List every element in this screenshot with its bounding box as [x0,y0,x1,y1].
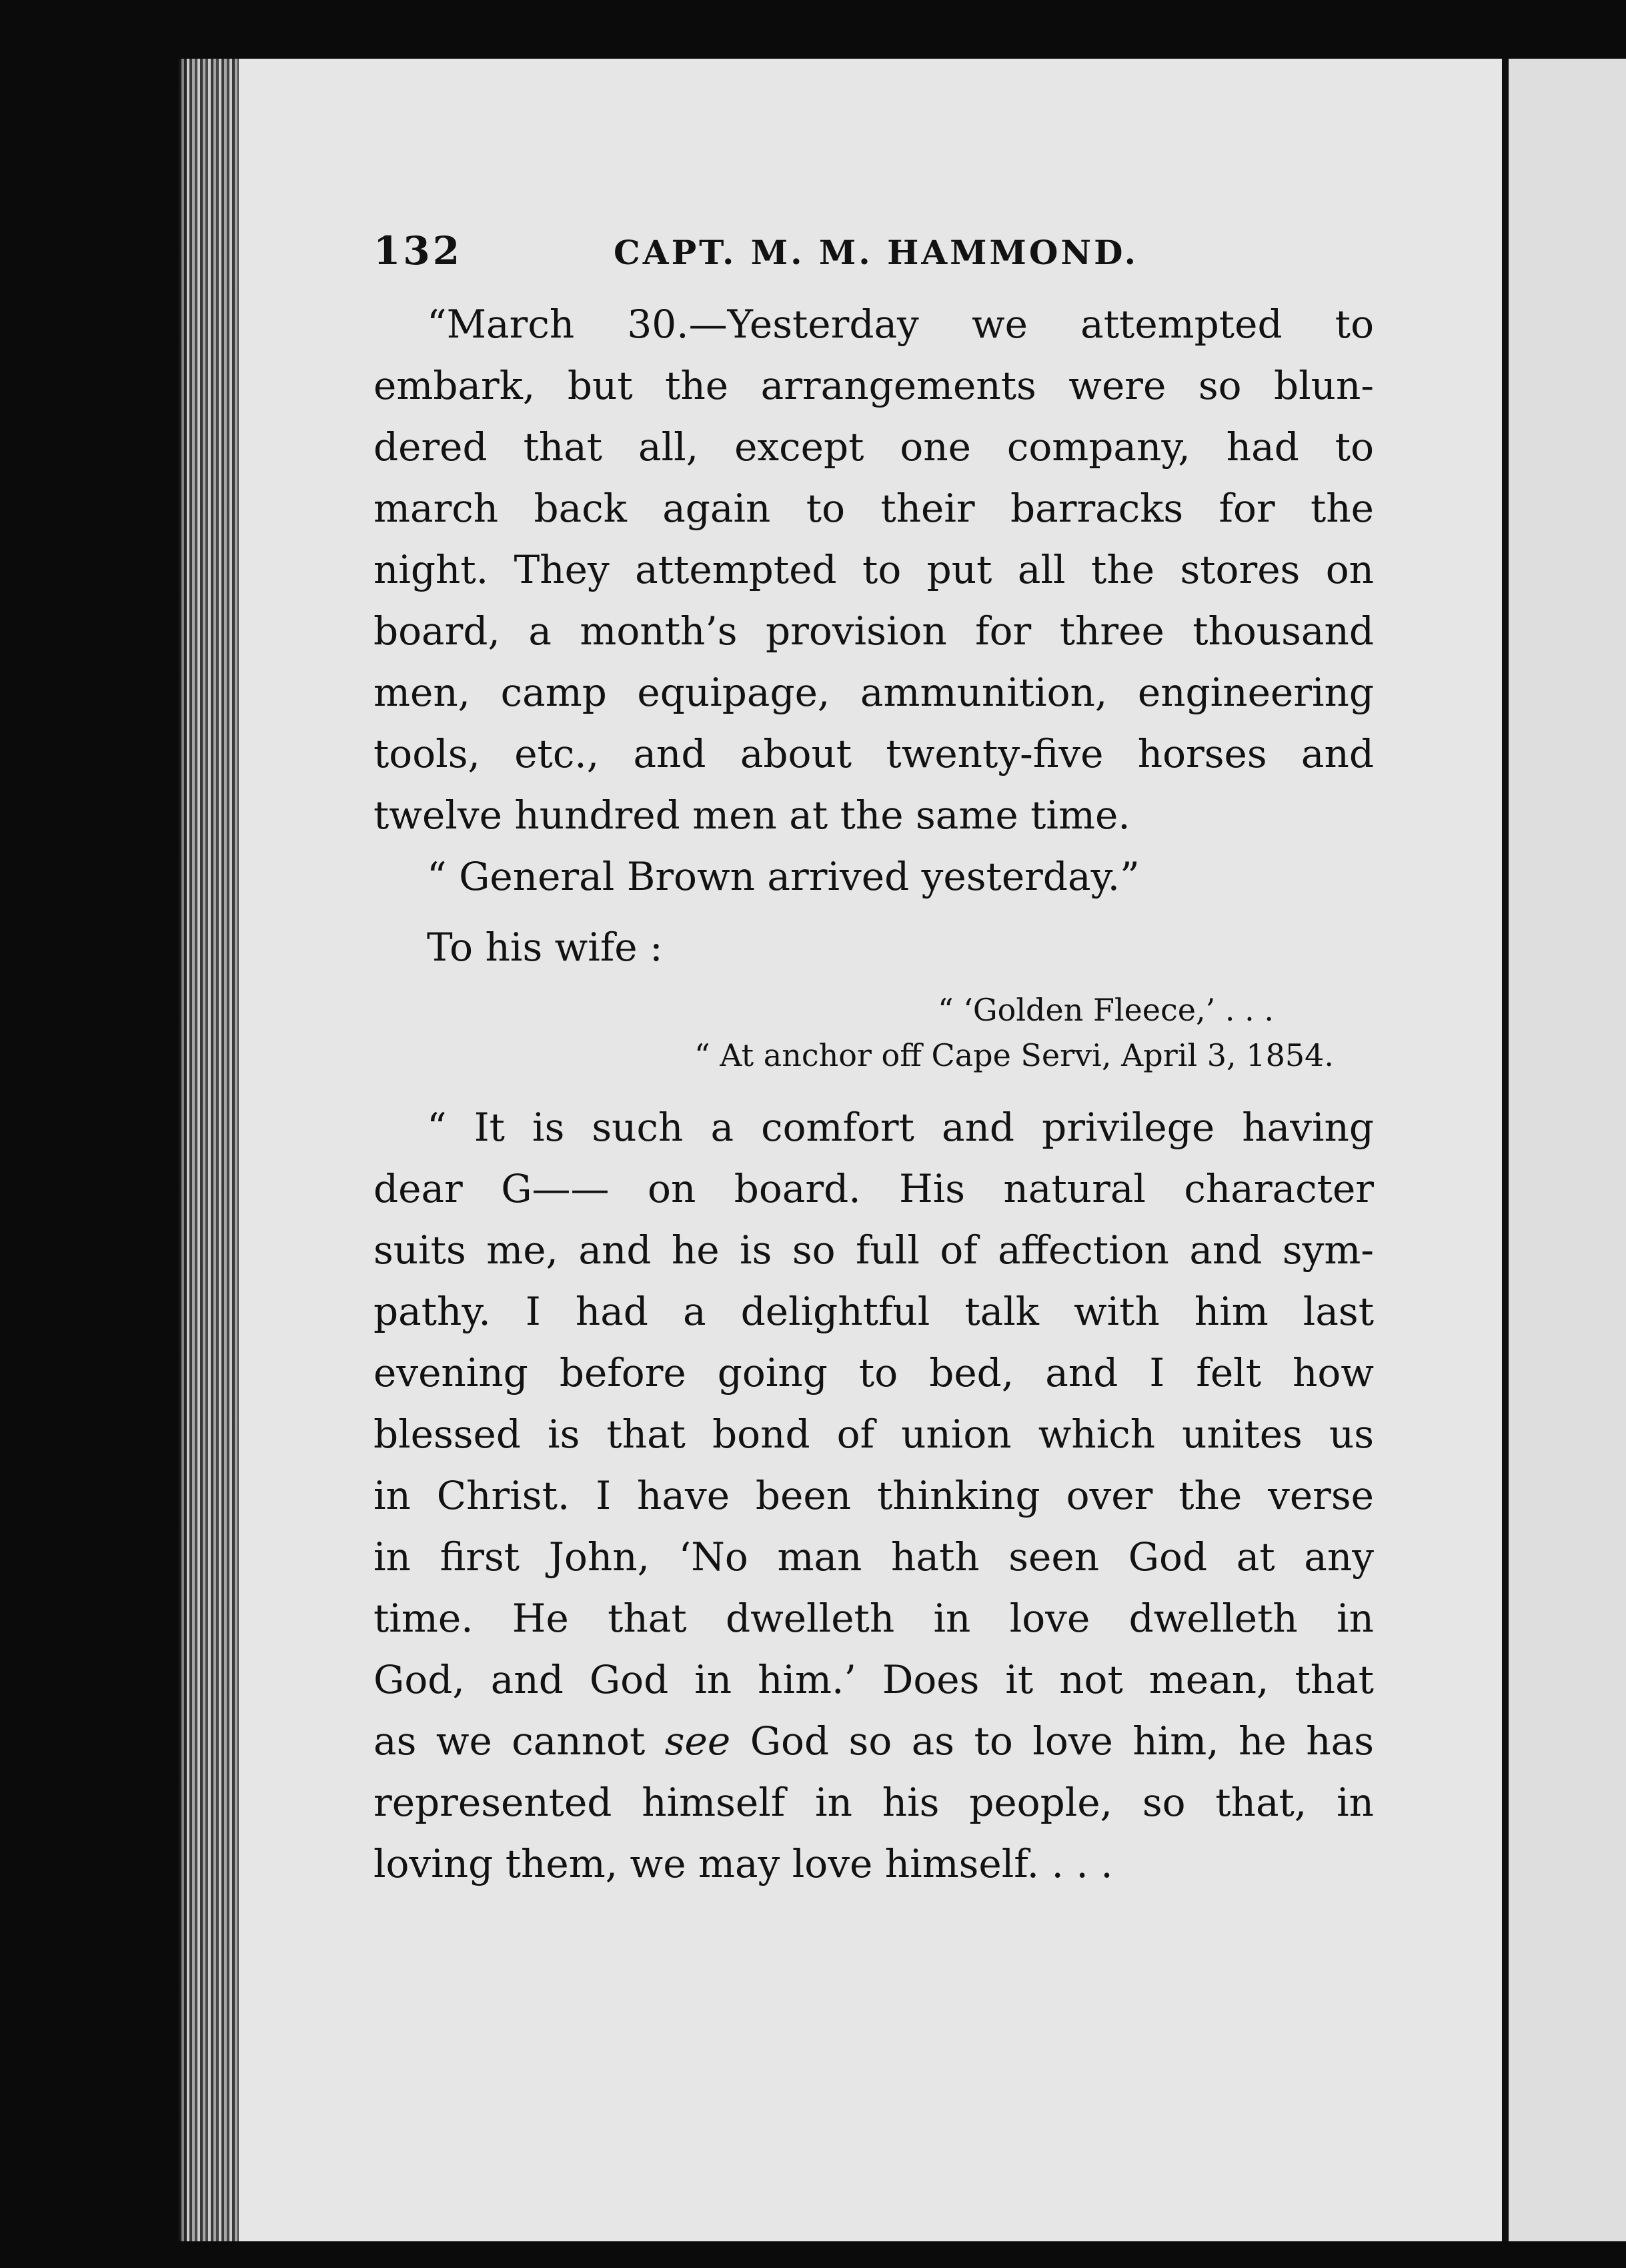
page-text [373,220,1374,1894]
book-page-right [1509,59,1626,2241]
text-line: time. He that dwelleth in love dwelleth in [373,1596,1374,1641]
diary-entry-general-brown [373,846,1374,907]
page-gutter [1502,59,1509,2241]
page-number: 132 [373,228,463,273]
letter-dateline-ship: “ ‘Golden Fleece,’ . . . [938,992,1274,1028]
text-line: night. They attempted to put all the stores on [373,547,1374,592]
running-head [373,220,1374,294]
text-line: God, and God in him.’ Does it not mean, that [373,1657,1374,1702]
text-line: blessed is that bond of union which unites us [373,1411,1374,1457]
text-line: suits me, and he is so full of affection and sym- [373,1227,1374,1273]
text-line: evening before going to bed, and I felt how [373,1350,1374,1395]
text-line: march back again to their barracks for the [373,486,1374,531]
text-line: dered that all, except one company, had to [373,424,1374,470]
text-line: in first John, ‘No man hath seen God at any [373,1534,1374,1580]
text-line-emphasis [373,1710,1374,1772]
text-line: loving them, we may love himself. . . . [373,1841,1113,1886]
text-line: “ General Brown arrived yesterday.” [427,854,1140,899]
letter-body [373,1097,1374,1894]
text-line: “ It is such a comfort and privilege having [427,1105,1374,1150]
salutation: To his wife : [427,925,663,970]
emphasized-word: see [664,1718,731,1764]
text-line: board, a month’s provision for three thousand [373,608,1374,654]
text-line: in Christ. I have been thinking over the verse [373,1473,1374,1518]
text-line: twelve hundred men at the same time. [373,792,1130,838]
text-line: embark, but the arrangements were so blun- [373,363,1374,408]
book-spine-edge [179,59,239,2241]
text-line: men, camp equipage, ammunition, engineering [373,670,1374,715]
letter-dateline-place-date: “ At anchor off Cape Servi, April 3, 1854. [694,1037,1334,1073]
text-line: represented himself in his people, so that, in [373,1780,1374,1825]
text-line: dear G—— on board. His natural character [373,1166,1374,1211]
text-line: tools, etc., and about twenty-five horses and [373,731,1374,776]
text-segment: God so as to love him, he has [730,1718,1375,1764]
running-title: CAPT. M. M. HAMMOND. [614,233,1139,272]
text-line: “March 30.—Yesterday we attempted to [427,302,1374,347]
text-line: pathy. I had a delightful talk with him last [373,1289,1374,1334]
diary-entry-march-30 [373,294,1374,846]
text-segment: as we cannot [373,1718,665,1764]
